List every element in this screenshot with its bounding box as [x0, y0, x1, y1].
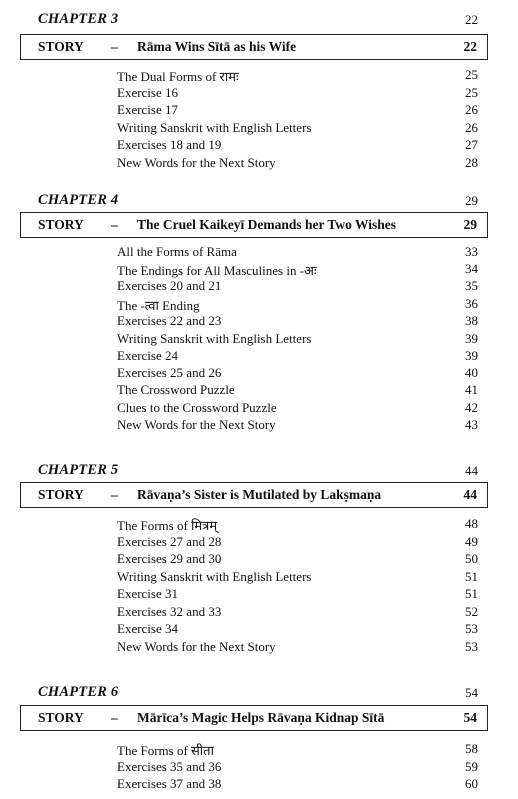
story-title: The Cruel Kaikeyī Demands her Two Wishes: [137, 217, 397, 232]
story-dash: –: [111, 217, 118, 232]
toc-entry: [0, 155, 518, 172]
entry-page-number: 39: [465, 348, 478, 363]
entry-page-number: 50: [465, 551, 478, 566]
story-label: STORY: [38, 710, 84, 725]
story-dash: –: [111, 710, 118, 725]
chapter-header: [0, 462, 518, 484]
toc-entry: [0, 120, 518, 137]
entry-page-number: 52: [465, 604, 478, 619]
entry-page-number: 53: [465, 621, 478, 636]
toc-entry: [0, 382, 518, 399]
entry-label: Writing Sanskrit with English Letters: [117, 569, 312, 584]
entry-page-number: 58: [465, 741, 478, 756]
story-box: [20, 212, 488, 238]
story-box: [20, 482, 488, 508]
entry-label: Exercises 20 and 21: [117, 278, 222, 293]
entry-label: The Forms of मित्रम्: [117, 518, 218, 533]
entry-label: New Words for the Next Story: [117, 155, 276, 170]
entry-label: Exercises 29 and 30: [117, 551, 222, 566]
story-box: [20, 34, 488, 60]
toc-entry: [0, 534, 518, 551]
entry-label: Exercise 31: [117, 586, 179, 601]
entry-page-number: 53: [465, 639, 478, 654]
entry-label: Writing Sanskrit with English Letters: [117, 120, 312, 135]
story-label: STORY: [38, 487, 84, 502]
entry-page-number: 36: [465, 296, 478, 311]
entry-page-number: 48: [465, 516, 478, 531]
story-title: Rāvaṇa’s Sister is Mutilated by Lakṣmaṇa: [137, 487, 382, 502]
entry-page-number: 59: [465, 759, 478, 774]
story-dash: –: [111, 39, 118, 54]
toc-entry: [0, 67, 518, 84]
entry-label: Exercises 35 and 36: [117, 759, 222, 774]
story-page-number: 44: [463, 487, 477, 502]
entry-page-number: 51: [465, 569, 478, 584]
story-page-number: 54: [463, 710, 477, 725]
toc-entry: [0, 741, 518, 758]
toc-entry: [0, 85, 518, 102]
story-label: STORY: [38, 217, 84, 232]
entry-label: Exercises 32 and 33: [117, 604, 222, 619]
story-title: Mārīca’s Magic Helps Rāvaṇa Kidnap Sītā: [137, 710, 385, 725]
story-dash: –: [111, 487, 118, 502]
toc-entry: [0, 516, 518, 533]
entry-label: Exercise 17: [117, 102, 179, 117]
toc-entry: [0, 261, 518, 278]
entry-page-number: 49: [465, 534, 478, 549]
toc-entry: [0, 400, 518, 417]
chapter-title: CHAPTER 3: [38, 11, 119, 27]
entry-label: Exercises 18 and 19: [117, 137, 222, 152]
entry-page-number: 51: [465, 586, 478, 601]
entry-label: Writing Sanskrit with English Letters: [117, 331, 312, 346]
entry-label: Clues to the Crossword Puzzle: [117, 400, 277, 415]
story-label: STORY: [38, 39, 84, 54]
toc-entry: [0, 102, 518, 119]
entry-page-number: 26: [465, 102, 478, 117]
entry-label: The -त्वा Ending: [117, 298, 200, 313]
entry-page-number: 35: [465, 278, 478, 293]
entry-label: Exercise 24: [117, 348, 179, 363]
entry-label: Exercises 37 and 38: [117, 776, 222, 791]
entry-page-number: 26: [465, 120, 478, 135]
chapter-header: [0, 684, 518, 706]
toc-entry: [0, 586, 518, 603]
entry-label: New Words for the Next Story: [117, 639, 276, 654]
entry-label: All the Forms of Rāma: [117, 244, 237, 259]
chapter-header: [0, 192, 518, 214]
toc-entry: [0, 313, 518, 330]
toc-entry: [0, 639, 518, 656]
entry-label: New Words for the Next Story: [117, 417, 276, 432]
entry-page-number: 27: [465, 137, 478, 152]
story-box: [20, 705, 488, 731]
entry-page-number: 25: [465, 67, 478, 82]
chapter-title: CHAPTER 4: [38, 192, 119, 208]
entry-label: Exercise 34: [117, 621, 179, 636]
entry-page-number: 42: [465, 400, 478, 415]
entry-page-number: 60: [465, 776, 478, 791]
entry-label: Exercise 16: [117, 85, 179, 100]
entry-label: Exercises 27 and 28: [117, 534, 222, 549]
entry-label: The Forms of सीता: [117, 743, 214, 758]
chapter-header: [0, 11, 518, 33]
toc-entry: [0, 759, 518, 776]
entry-label: The Crossword Puzzle: [117, 382, 235, 397]
toc-entry: [0, 776, 518, 793]
story-page-number: 29: [463, 217, 477, 232]
entry-page-number: 39: [465, 331, 478, 346]
entry-page-number: 40: [465, 365, 478, 380]
toc-entry: [0, 551, 518, 568]
toc-entry: [0, 348, 518, 365]
entry-page-number: 34: [465, 261, 478, 276]
entry-page-number: 41: [465, 382, 478, 397]
toc-entry: [0, 417, 518, 434]
chapter-page-number: 29: [465, 193, 478, 208]
entry-label: Exercises 22 and 23: [117, 313, 222, 328]
story-page-number: 22: [463, 39, 477, 54]
toc-entry: [0, 365, 518, 382]
entry-label: The Endings for All Masculines in -अः: [117, 263, 317, 278]
entry-page-number: 43: [465, 417, 478, 432]
story-title: Rāma Wins Sītā as his Wife: [137, 39, 297, 54]
chapter-page-number: 44: [465, 463, 478, 478]
entry-page-number: 33: [465, 244, 478, 259]
chapter-title: CHAPTER 5: [38, 462, 119, 478]
chapter-page-number: 54: [465, 685, 478, 700]
entry-label: Exercises 25 and 26: [117, 365, 222, 380]
entry-page-number: 28: [465, 155, 478, 170]
toc-entry: [0, 278, 518, 295]
toc-entry: [0, 137, 518, 154]
toc-entry: [0, 296, 518, 313]
toc-entry: [0, 621, 518, 638]
chapter-title: CHAPTER 6: [38, 684, 119, 700]
entry-label: The Dual Forms of रामः: [117, 69, 239, 84]
entry-page-number: 25: [465, 85, 478, 100]
toc-entry: [0, 604, 518, 621]
toc-entry: [0, 569, 518, 586]
chapter-page-number: 22: [465, 12, 478, 27]
toc-entry: [0, 244, 518, 261]
toc-entry: [0, 331, 518, 348]
entry-page-number: 38: [465, 313, 478, 328]
